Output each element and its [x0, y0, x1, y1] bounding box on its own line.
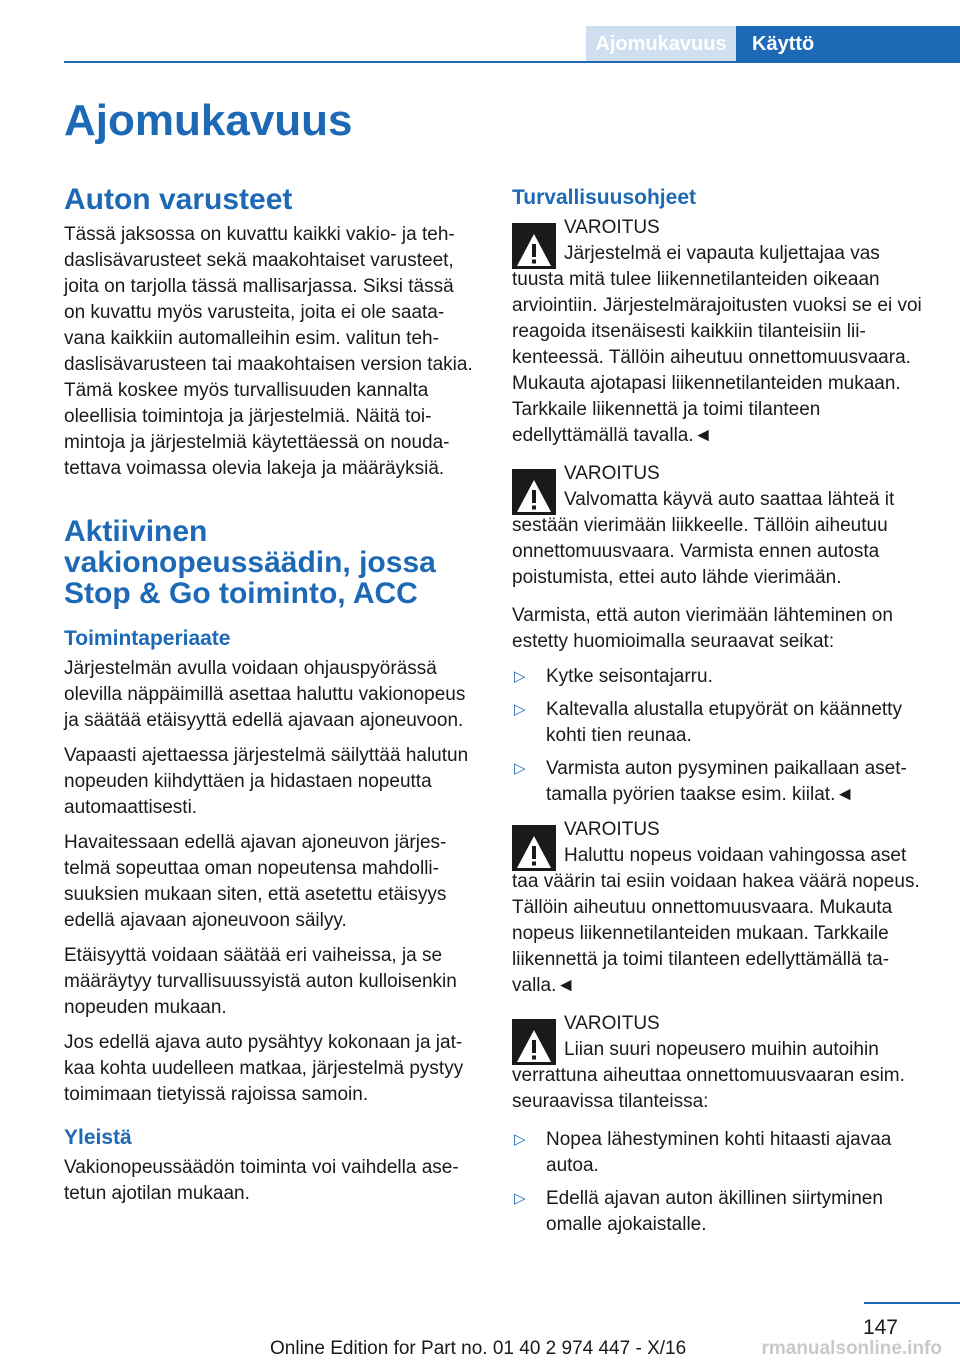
heading-equipment: Auton varusteet: [64, 183, 293, 216]
paragraph-principle-4: Etäisyyttä voidaan säätää eri vaiheissa, ja se määräytyy turvallisuussyistä auton kulloisenkin nopeuden mukaan.: [64, 945, 457, 1018]
warning-3-text: taa väärin tai esiin voidaan hakea väärä nopeus. Tällöin aiheutuu onnettomuusvaara. Mukauta nopeus liikennetilanteiden mukaan. Tarkkaile liikennettä ja toimi tilanteen edellyttämällä tavalla.◄: [512, 871, 920, 996]
warning-3-first-line: Haluttu nopeus voidaan vahingossa aset: [564, 845, 907, 866]
warning-4-text: verrattuna aiheuttaa onnettomuusvaaran esim. seuraavissa tilanteissa:: [512, 1065, 905, 1112]
paragraph-principle-1: Järjestelmän avulla voidaan ohjauspyörässä olevilla näppäimillä asettaa haluttu vakionopeus ja säätää etäisyyttä edellä ajavaan ajoneuvoon.: [64, 658, 466, 731]
header-tabs: [586, 26, 960, 62]
triangle-bullet-icon: ▷: [514, 760, 526, 777]
warning-1-first-line: Järjestelmä ei vapauta kuljettajaa vas: [564, 243, 880, 264]
heading-general: Yleistä: [64, 1126, 132, 1149]
warning-label: VAROITUS: [564, 819, 660, 840]
header-rule: [64, 61, 960, 63]
paragraph-principle-2: Vapaasti ajettaessa järjestelmä säilyttää halutun nopeuden kiihdyttäen ja hidastaen nopeutta automaattisesti.: [64, 745, 469, 818]
warning-label: VAROITUS: [564, 1013, 660, 1034]
list-roll-prevention: [512, 664, 930, 808]
heading-acc: Aktiivinen vakionopeussäädin, jossa Stop & Go toiminto, ACC: [64, 515, 436, 610]
list-risk-situations: [512, 1127, 930, 1238]
warning-triangle-icon: [512, 825, 556, 871]
triangle-bullet-icon: ▷: [514, 1131, 526, 1148]
triangle-bullet-icon: ▷: [514, 668, 526, 685]
triangle-bullet-icon: ▷: [514, 1190, 526, 1207]
warning-label: VAROITUS: [564, 217, 660, 238]
edition-text: Online Edition for Part no. 01 40 2 974 447 - X/16: [270, 1338, 687, 1359]
left-column: [64, 184, 479, 1216]
list-item: ▷ Nopea lähestyminen kohti hitaasti ajavaa autoa.: [514, 1129, 892, 1176]
warning-block-4: [512, 1011, 930, 1115]
paragraph-equipment: Tässä jaksossa on kuvattu kaikki vakio- ja tehdaslisävarusteet sekä maakohtaiset varusteet, joita on tarjolla tässä mallisarjassa. Siksi tässä on kuvattu myös varusteita, joita ei ole saatavana kaikkiin automalleihin esim. valitun tehdaslisävarusteen tai maakohtaisen version takia. Tämä koskee myös turvallisuuden kannalta oleellisia toimintoja ja järjestelmiä. Näitä toimintoja ja järjestelmiä käytettäessä on noudatettava voimassa olevia lakeja ja määräyksiä.: [64, 224, 473, 479]
warning-triangle-icon: [512, 223, 556, 269]
warning-block-3: [512, 817, 930, 999]
warning-2-first-line: Valvomatta käyvä auto saattaa lähteä it: [564, 489, 895, 510]
list-item: ▷ Varmista auton pysyminen paikallaan asettamalla pyörien taakse esim. kiilat.◄: [514, 758, 907, 805]
page-title: Ajomukavuus: [64, 96, 353, 145]
warning-label: VAROITUS: [564, 463, 660, 484]
heading-safety: Turvallisuusohjeet: [512, 186, 696, 209]
paragraph-ensure: Varmista, että auton vierimään lähteminen on estetty huomioimalla seuraavat seikat:: [512, 605, 893, 652]
tab-section: Ajomukavuus: [586, 26, 736, 62]
page-footer: [0, 1302, 960, 1362]
right-column: [512, 184, 930, 1247]
warning-2-text: sestään vierimään liikkeelle. Tällöin aiheutuu onnettomuusvaara. Varmista ennen autosta poistumista, ettei auto lähde vierimään.: [512, 515, 888, 588]
warning-1-text: tuusta mitä tulee liikennetilanteiden oikeaan arviointiin. Järjestelmärajoitusten vuoksi se ei voi reagoida itsenäisesti kaikkiin tilanteisiin liikenteessä. Tällöin aiheutuu onnettomuusvaara. Mukauta ajotapasi liikennetilanteiden mukaan. Tarkkaile liikennettä ja toimi tilanteen edellyttämällä tavalla.◄: [512, 269, 922, 446]
footer-rule: [864, 1302, 960, 1304]
list-item: ▷ Edellä ajavan auton äkillinen siirtyminen omalle ajokaistalle.: [514, 1188, 883, 1235]
heading-principle: Toimintaperiaate: [64, 627, 231, 650]
page-number: 147: [862, 1316, 898, 1339]
tab-chapter: Käyttö: [736, 26, 960, 62]
triangle-bullet-icon: ▷: [514, 701, 526, 718]
warning-triangle-icon: [512, 469, 556, 515]
list-item: ▷ Kytke seisontajarru.: [512, 664, 930, 690]
list-item: ▷ Kaltevalla alustalla etupyörät on käännetty kohti tien reunaa.: [514, 699, 902, 746]
paragraph-principle-3: Havaitessaan edellä ajavan ajoneuvon järjestelmä sopeuttaa oman nopeutensa mahdollisuuksien mukaan siten, että asetettu etäisyys edellä ajavaan ajoneuvoon säilyy.: [64, 832, 447, 931]
warning-triangle-icon: [512, 1019, 556, 1065]
watermark: rmanualsonline.info: [761, 1338, 942, 1359]
paragraph-general: Vakionopeussäädön toiminta voi vaihdella asetetun ajotilan mukaan.: [64, 1157, 459, 1204]
warning-block-1: [512, 215, 930, 449]
warning-block-2: [512, 461, 930, 591]
warning-4-first-line: Liian suuri nopeusero muihin autoihin: [564, 1039, 879, 1060]
paragraph-principle-5: Jos edellä ajava auto pysähtyy kokonaan ja jatkaa kohta uudelleen matkaa, järjestelmä pystyy toimimaan tietyissä rajoissa samoin.: [64, 1032, 464, 1105]
